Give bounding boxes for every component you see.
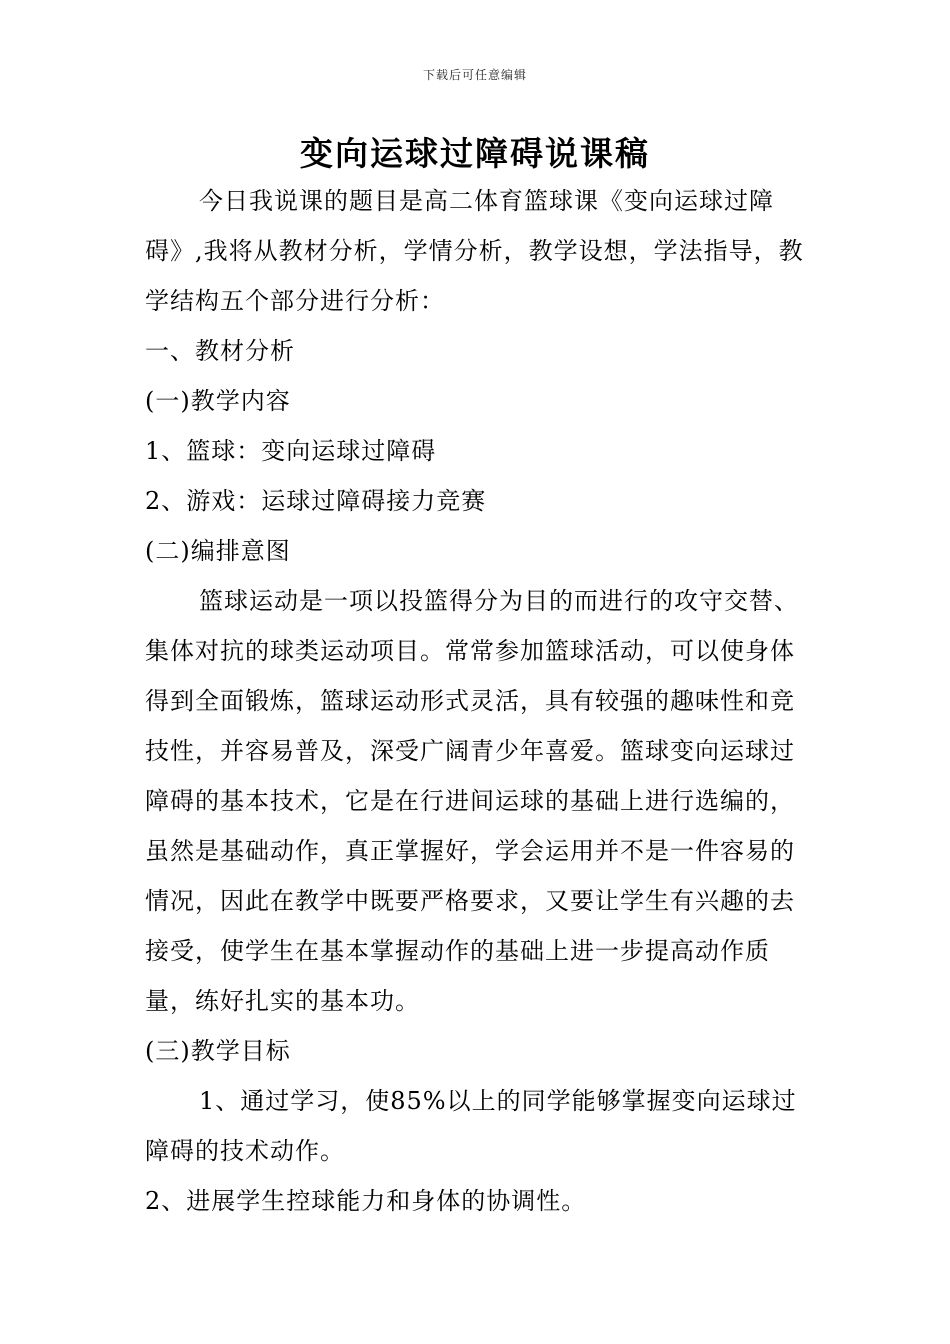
section-heading-textbook-analysis: 一、教材分析 <box>145 337 295 365</box>
list-item-goal-2: 2、进展学生控球能力和身体的协调性。 <box>145 1187 587 1215</box>
header-note: 下载后可任意编辑 <box>422 68 527 82</box>
subsection-heading-teaching-content: (一)教学内容 <box>145 387 291 415</box>
document-body <box>145 176 810 1226</box>
subsection-heading-arrangement-intent: (二)编排意图 <box>145 537 291 565</box>
paragraph-arrangement-intent: 篮球运动是一项以投篮得分为目的而进行的攻守交替、集体对抗的球类运动项目。常常参加篮球活动，可以使身体得到全面锻炼，篮球运动形式灵活，具有较强的趣味性和竞技性，并容易普及，深受广阔青少年喜爱。篮球变向运球过障碍的基本技术，它是在行进间运球的基础上进行选编的，虽然是基础动作，真正掌握好，学会运用并不是一件容易的情况，因此在教学中既要严格要求，又要让学生有兴趣的去接受，使学生在基本掌握动作的基础上进一步提高动作质量，练好扎实的基本功。 <box>145 587 799 1015</box>
list-item-basketball: 1、篮球：变向运球过障碍 <box>145 437 437 465</box>
list-item-goal-1: 1、通过学习，使85%以上的同学能够掌握变向运球过障碍的技术动作。 <box>145 1087 797 1165</box>
document-title: 变向运球过障碍说课稿 <box>300 134 650 173</box>
paragraph-intro: 今日我说课的题目是高二体育篮球课《变向运球过障碍》,我将从教材分析，学情分析，教学设想，学法指导，教学结构五个部分进行分析： <box>145 187 804 315</box>
subsection-heading-teaching-goals: (三)教学目标 <box>145 1037 291 1065</box>
list-item-game: 2、游戏：运球过障碍接力竞赛 <box>145 487 487 515</box>
